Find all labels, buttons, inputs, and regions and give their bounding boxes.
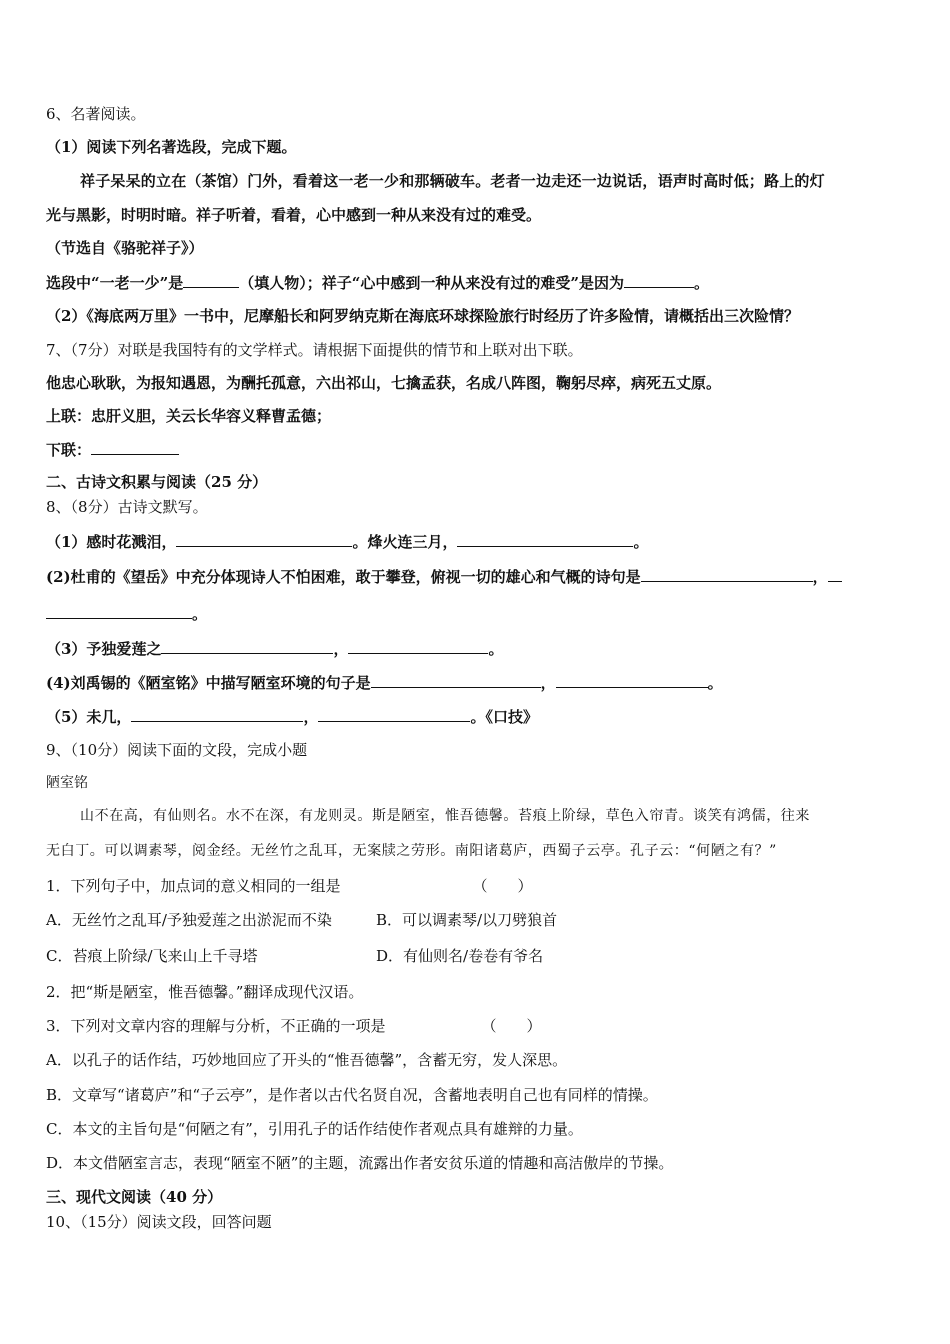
answer-blank[interactable] <box>91 439 179 455</box>
q9-text-line2: 无白丁。可以调素琴，阅金经。无丝竹之乱耳，无案牍之劳形。南阳诸葛庐，西蜀子云亭。孔子云：“何陋之有？” <box>46 843 777 859</box>
q7-lower-couplet <box>46 439 179 460</box>
answer-blank[interactable] <box>828 566 842 582</box>
q9-sub1-option-b[interactable]: B．可以调素琴/以刀劈狼首 <box>376 911 558 929</box>
q8-item4-text-b: ， <box>540 674 556 692</box>
q8-item1-text-b: 。烽火连三月， <box>352 533 458 551</box>
q8-item5-text-b: ， <box>303 708 319 726</box>
q8-item3-text-b: ， <box>333 640 349 658</box>
q8-item3-text-c: 。 <box>488 640 504 658</box>
q9-sub1-option-d[interactable]: D．有仙则名/卷卷有爷名 <box>376 947 544 965</box>
q7-upper-couplet: 上联：忠肝义胆，关云长华容义释曹孟德； <box>46 407 332 425</box>
q8-item2-text-a: (2)杜甫的《望岳》中充分体现诗人不怕困难，敢于攀登，俯视一切的雄心和气概的诗句是 <box>46 568 641 586</box>
q8-item1-text-a: （1）感时花溅泪， <box>46 533 177 551</box>
q8-item2-text-c: 。 <box>192 605 208 623</box>
q7-title: 7、（7分）对联是我国特有的文学样式。请根据下面提供的情节和上联对出下联。 <box>46 341 583 359</box>
q9-sub2: 2．把“斯是陋室，惟吾德馨。”翻译成现代汉语。 <box>46 983 364 1001</box>
q9-sub1-option-a[interactable]: A．无丝竹之乱耳/予独爱莲之出淤泥而不染 <box>46 911 332 929</box>
answer-blank[interactable] <box>46 603 192 619</box>
q6-title: 6、名著阅读。 <box>46 105 146 123</box>
q8-item1 <box>46 531 648 552</box>
answer-blank[interactable] <box>624 272 694 288</box>
q9-text-line1: 山不在高，有仙则名。水不在深，有龙则灵。斯是陋室，惟吾德馨。苔痕上阶绿，草色入帘青。谈笑有鸿儒，往来 <box>80 808 810 824</box>
q6-part2: （2）《海底两万里》一书中，尼摩船长和阿罗纳克斯在海底环球探险旅行时经历了许多险情，请概括出三次险情？ <box>46 307 799 325</box>
answer-blank[interactable] <box>318 706 470 722</box>
q9-text-title: 陋室铭 <box>46 775 88 791</box>
q9-sub3-paren: （ ） <box>481 1017 542 1035</box>
q8-item5-text-c: 。《口技》 <box>470 708 538 726</box>
answer-blank[interactable] <box>457 531 633 547</box>
q6-source: （节选自《骆驼祥子》） <box>46 239 204 257</box>
q8-item4 <box>46 672 723 693</box>
q8-item5-text-a: （5）未几， <box>46 708 132 726</box>
q9-sub1 <box>46 876 533 896</box>
q6-question-part1: 选段中“一老一少”是 <box>46 274 184 292</box>
answer-blank[interactable] <box>556 672 708 688</box>
q9-title: 9、（10分）阅读下面的文段，完成小题 <box>46 741 308 759</box>
q9-sub1-option-c[interactable]: C．苔痕上阶绿/飞来山上千寻塔 <box>46 947 258 965</box>
answer-blank[interactable] <box>183 272 239 288</box>
q8-item2 <box>46 566 842 587</box>
answer-blank[interactable] <box>161 638 333 654</box>
q10-title: 10、（15分）阅读文段，回答问题 <box>46 1213 272 1231</box>
answer-blank[interactable] <box>176 531 352 547</box>
q7-story: 他忠心耿耿，为报知遇恩，为酬托孤意，六出祁山，七擒孟获，名成八阵图，鞠躬尽瘁，病死五丈原。 <box>46 374 722 392</box>
q6-question-part3: 。 <box>694 274 710 292</box>
q8-item1-text-c: 。 <box>633 533 649 551</box>
q8-item2-text-b: ， <box>812 568 828 586</box>
q6-excerpt-line2: 光与黑影，时明时暗。祥子听着，看着，心中感到一种从来没有过的难受。 <box>46 206 542 224</box>
q8-item5 <box>46 706 538 727</box>
q9-sub3-option-a[interactable]: A．以孔子的话作结，巧妙地回应了开头的“惟吾德馨”，含蓄无穷，发人深思。 <box>46 1051 568 1069</box>
q8-item3 <box>46 638 503 659</box>
q8-item4-text-a: (4)刘禹锡的《陋室铭》中描写陋室环境的句子是 <box>46 674 371 692</box>
q6-part1: （1）阅读下列名著选段，完成下题。 <box>46 138 297 156</box>
q8-item2-continued <box>46 603 207 624</box>
q9-sub3-option-d[interactable]: D．本文借陋室言志，表现“陋室不陋”的主题，流露出作者安贫乐道的情趣和高洁傲岸的节操。 <box>46 1154 674 1172</box>
q8-item4-text-c: 。 <box>707 674 723 692</box>
q9-sub1-paren: （ ） <box>472 877 533 895</box>
q6-question-part2: （填人物）；祥子“心中感到一种从来没有过的难受”是因为 <box>239 274 625 292</box>
section-3-heading: 三、现代文阅读（40 分） <box>46 1188 223 1206</box>
section-2-heading: 二、古诗文积累与阅读（25 分） <box>46 473 268 491</box>
answer-blank[interactable] <box>348 638 488 654</box>
q8-title: 8、（8分）古诗文默写。 <box>46 498 208 516</box>
q7-lower-label: 下联： <box>46 441 92 459</box>
q6-question <box>46 272 709 293</box>
q9-sub3-option-b[interactable]: B．文章写“诸葛庐”和“子云亭”，是作者以古代名贤自况，含蓄地表明自己也有同样的情操。 <box>46 1086 658 1104</box>
answer-blank[interactable] <box>641 566 813 582</box>
q9-sub3-stem: 3．下列对文章内容的理解与分析，不正确的一项是 <box>46 1017 386 1035</box>
q9-sub3 <box>46 1016 542 1036</box>
answer-blank[interactable] <box>131 706 303 722</box>
q8-item3-text-a: （3）予独爱莲之 <box>46 640 162 658</box>
q9-sub3-option-c[interactable]: C．本文的主旨句是“何陋之有”，引用孔子的话作结使作者观点具有雄辩的力量。 <box>46 1120 583 1138</box>
q6-excerpt-line1: 祥子呆呆的立在（茶馆）门外，看着这一老一少和那辆破车。老者一边走还一边说话，语声时高时低；路上的灯 <box>80 172 825 190</box>
q9-sub1-stem: 1．下列句子中，加点词的意义相同的一组是 <box>46 877 341 895</box>
answer-blank[interactable] <box>371 672 541 688</box>
